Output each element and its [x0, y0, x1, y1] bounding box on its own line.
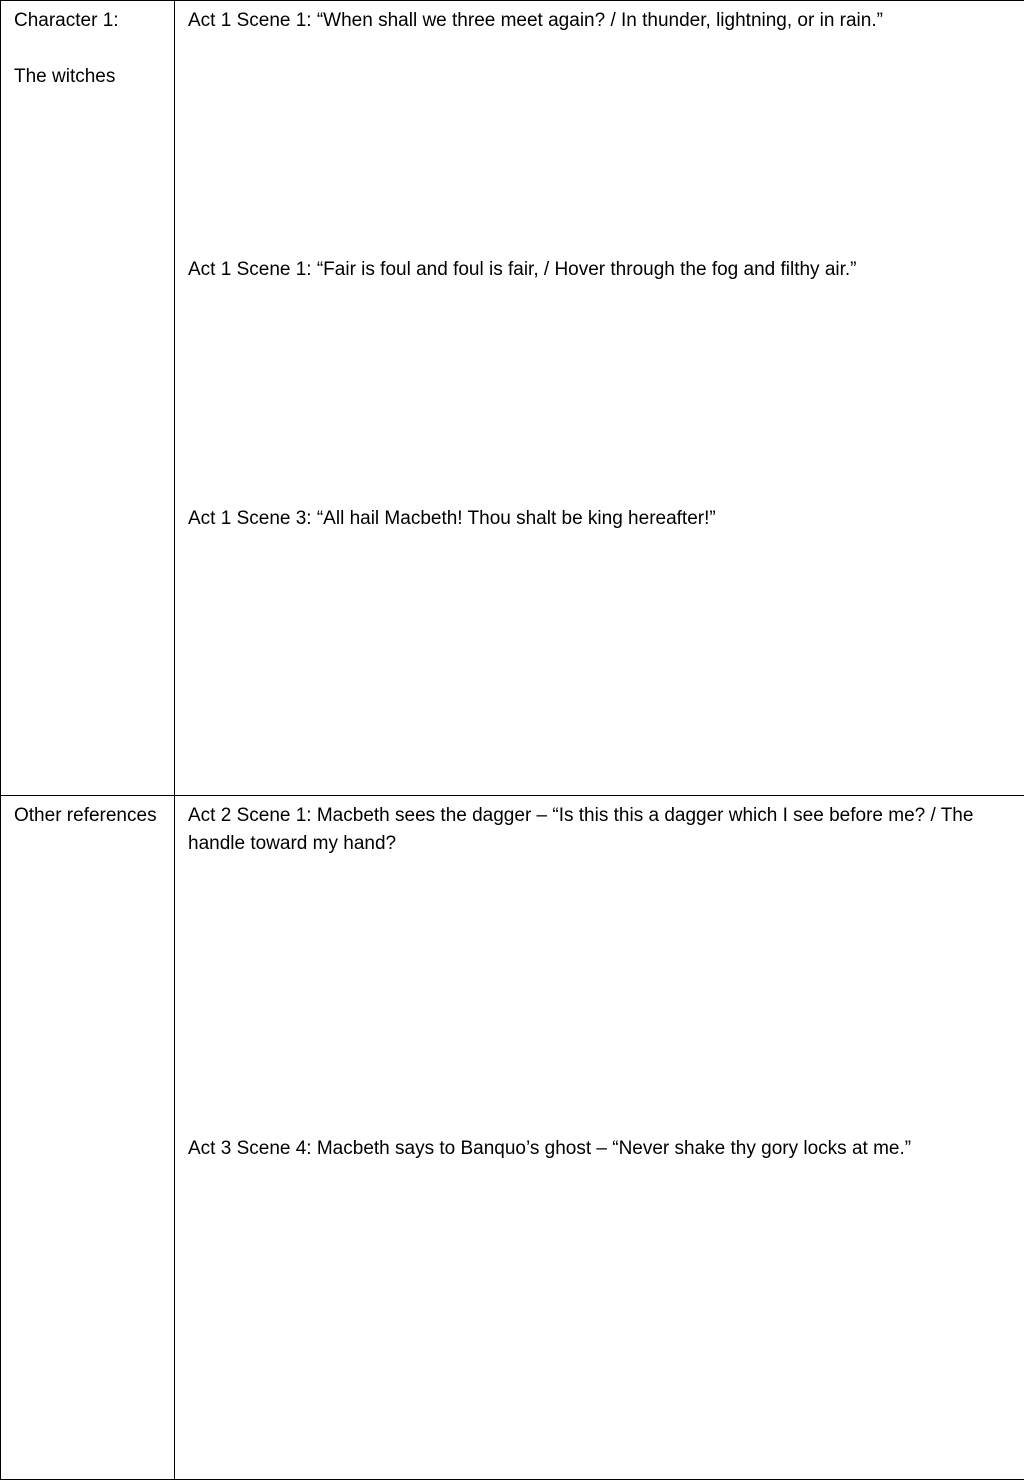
- quote-item: Act 1 Scene 1: “Fair is foul and foul is fair, / Hover through the fog and filthy air.”: [188, 259, 857, 280]
- table-row-character-1: [1, 1, 1024, 796]
- row-label-cell: [1, 1, 175, 796]
- other-references-label: Other references: [14, 805, 157, 826]
- quotes-cell: [175, 1, 1024, 796]
- quote-item: Act 1 Scene 1: “When shall we three meet again? / In thunder, lightning, or in rain.”: [188, 10, 883, 31]
- table-row-other-references: [1, 796, 1024, 1480]
- quotes-cell: [175, 796, 1024, 1480]
- row-label-cell: [1, 796, 175, 1480]
- quote-item: Act 1 Scene 3: “All hail Macbeth! Thou shalt be king hereafter!”: [188, 508, 716, 529]
- character-name: The witches: [14, 66, 116, 87]
- quote-item: Act 2 Scene 1: Macbeth sees the dagger – “Is this this a dagger which I see before me? / The handle toward my hand?: [188, 805, 974, 854]
- quote-item: Act 3 Scene 4: Macbeth says to Banquo’s ghost – “Never shake thy gory locks at me.”: [188, 1138, 912, 1159]
- character-label: Character 1:: [14, 10, 119, 31]
